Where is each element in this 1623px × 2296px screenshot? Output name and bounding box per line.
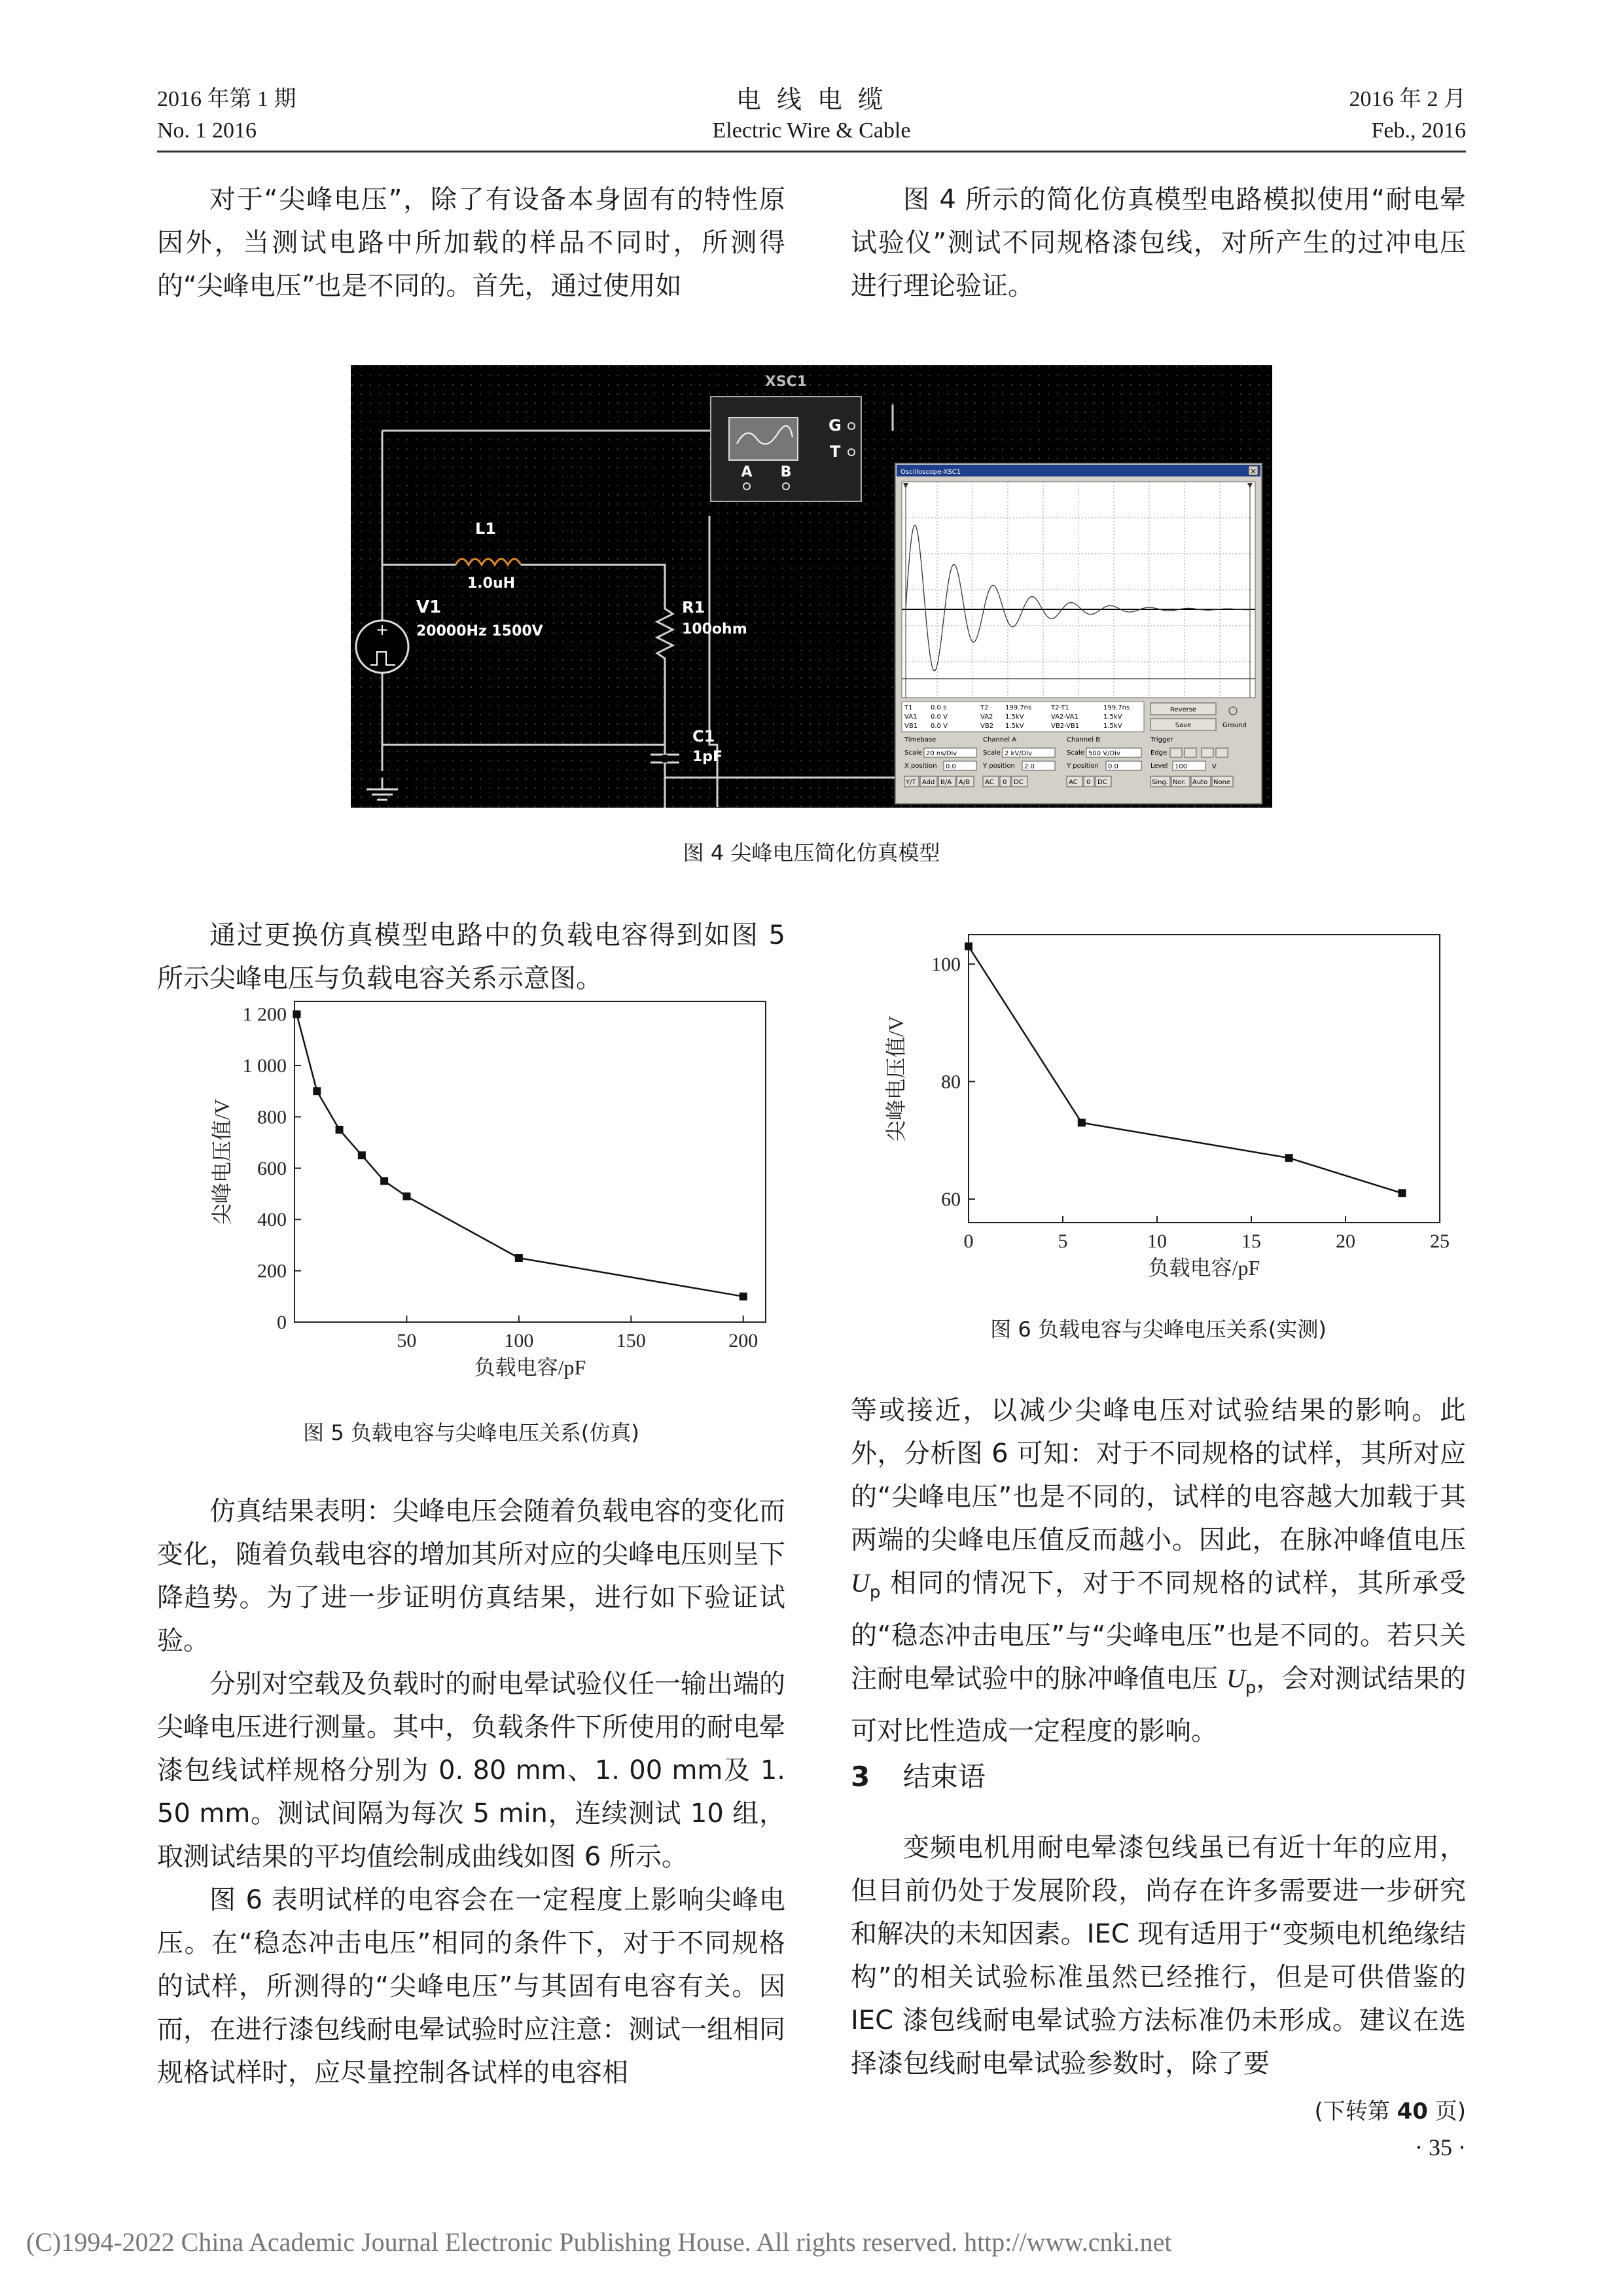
svg-text:0.0 V: 0.0 V (931, 723, 948, 730)
fig6-data-point (1285, 1154, 1293, 1162)
date-en: Feb., 2016 (1371, 118, 1466, 143)
svg-text:AC: AC (985, 779, 994, 786)
top-right-paragraph: 图 4 所示的简化仿真模型电路模拟使用“耐电晕试验仪”测试不同规格漆包线，对所产生的过冲电压进行理论验证。 (851, 185, 1466, 301)
svg-text:100: 100 (1175, 763, 1188, 770)
c1-value: 1pF (692, 749, 723, 765)
svg-text:DC: DC (1097, 779, 1107, 786)
fig5-ytick-label: 1 200 (242, 1003, 287, 1026)
journal-title-cn: 电 线 电 缆 (736, 85, 887, 114)
svg-text:20 ns/Div: 20 ns/Div (926, 750, 957, 757)
figure6-chart (870, 922, 1459, 1295)
edge-b-button[interactable] (1216, 748, 1228, 757)
svg-text:Save: Save (1175, 722, 1192, 729)
fig6-ytick-label: 60 (941, 1189, 961, 1211)
svg-text:T2-T1: T2-T1 (1051, 704, 1069, 711)
right-paragraph-2: 变频电机用耐电晕漆包线虽已有近十年的应用，但目前仍处于发展阶段，尚存在许多需要进一步研究和解决的未知因素。IEC 现有适用于“变频电机绝缘结构”的相关试验标准虽然已经推行，但是可供借鉴的 IEC 漆包线耐电晕试验方法标准仍未形成。建议在选择漆包线耐电晕试验参数时，除了要 (851, 1833, 1466, 2079)
svg-text:T2: T2 (980, 704, 989, 711)
svg-text:Ground: Ground (1222, 722, 1247, 729)
v1-value: 20000Hz 1500V (416, 623, 543, 639)
scope-terminal-t: T (830, 442, 841, 461)
svg-text:1.5kV: 1.5kV (1005, 723, 1024, 730)
continued-page: 40 (1397, 2098, 1428, 2125)
fig6-ytick-label: 80 (941, 1071, 961, 1093)
header-left (157, 84, 296, 147)
v1-name: V1 (416, 598, 442, 617)
fig5-ytick-label: 400 (257, 1209, 287, 1231)
svg-text:DC: DC (1014, 779, 1024, 786)
fig5-data-point (740, 1293, 747, 1300)
svg-text:Add: Add (922, 779, 935, 786)
close-icon: × (1249, 467, 1257, 476)
section-title: 结束语 (902, 1761, 986, 1793)
svg-text:Edge: Edge (1150, 749, 1168, 757)
svg-text:0.0 s: 0.0 s (931, 704, 947, 711)
header-center (589, 84, 1034, 147)
l1-value: 1.0uH (467, 575, 516, 592)
fig5-ytick-label: 1 000 (242, 1055, 287, 1077)
fig6-xtick-label: 5 (1058, 1230, 1068, 1252)
edge-rising-button[interactable] (1170, 748, 1182, 757)
svg-text:Scale: Scale (1067, 749, 1084, 757)
svg-text:VA1: VA1 (904, 713, 918, 721)
r1-value: 100ohm (682, 621, 747, 637)
scope-terminal-a: A (741, 464, 753, 480)
fig6-ytick-label: 100 (931, 953, 961, 975)
fig6-data-point (965, 942, 972, 950)
svg-text:2 kV/Div: 2 kV/Div (1005, 750, 1032, 757)
header-rule (157, 151, 1466, 152)
svg-text:Nor.: Nor. (1173, 779, 1186, 786)
scope-terminal-b: B (780, 464, 792, 480)
date-cn: 2016 年 2 月 (1349, 87, 1466, 111)
scope-title: XSC1 (764, 374, 808, 390)
svg-text:Level: Level (1150, 762, 1168, 770)
header-right (1283, 84, 1466, 147)
fig5-xtick-label: 200 (728, 1330, 758, 1352)
svg-text:0: 0 (1086, 779, 1091, 786)
svg-text:0: 0 (1003, 779, 1007, 786)
left-paragraph-2: 仿真结果表明：尖峰电压会随着负载电容的变化而变化，随着负载电容的增加其所对应的尖峰电压则呈下降趋势。为了进一步证明仿真结果，进行如下验证试验。 (157, 1496, 785, 1656)
fig5-data-point (358, 1151, 366, 1159)
svg-text:Channel A: Channel A (983, 736, 1017, 744)
fig6-xtick-label: 20 (1336, 1230, 1355, 1252)
fig6-xtick-label: 0 (963, 1230, 974, 1252)
fig5-data-point (336, 1126, 344, 1134)
svg-text:0.0: 0.0 (1108, 763, 1118, 770)
left-paragraphs (157, 1490, 785, 2094)
l1-name: L1 (475, 520, 496, 538)
svg-text:Y position: Y position (1067, 762, 1099, 770)
svg-text:+: + (375, 620, 389, 639)
left-paragraph-1: 通过更换仿真模型电路中的负载电容得到如图 5 所示尖峰电压与负载电容关系示意图。 (157, 920, 785, 994)
fig5-ytick-label: 600 (257, 1157, 287, 1179)
svg-text:VB2: VB2 (980, 723, 994, 730)
fig6-ylabel: 尖峰电压值/V (884, 1015, 908, 1142)
svg-text:A/B: A/B (959, 779, 971, 786)
svg-text:Y/T: Y/T (906, 779, 916, 786)
fig6-xtick-label: 25 (1430, 1230, 1450, 1252)
svg-text:X position: X position (904, 762, 937, 770)
fig6-data-point (1078, 1119, 1086, 1126)
svg-text:1.5kV: 1.5kV (1103, 713, 1122, 721)
figure5-chart (196, 988, 785, 1394)
fig5-data-point (293, 1011, 300, 1018)
svg-text:2.0: 2.0 (1024, 763, 1035, 770)
fig6-data-point (1398, 1189, 1406, 1197)
svg-text:199.7ns: 199.7ns (1005, 704, 1032, 711)
svg-text:199.7ns: 199.7ns (1103, 704, 1130, 711)
section-number: 3 (851, 1761, 870, 1793)
fig5-xtick-label: 150 (616, 1330, 646, 1352)
svg-text:VA2: VA2 (980, 713, 993, 721)
fig6-xlabel: 负载电容/pF (1148, 1256, 1260, 1280)
figure5-caption: 图 5 负载电容与尖峰电压关系(仿真) (303, 1420, 639, 1445)
figure6-caption: 图 6 负载电容与尖峰电压关系(实测) (990, 1317, 1327, 1342)
continued-note: (下转第 40 页) (1314, 2098, 1466, 2125)
fig5-ylabel: 尖峰电压值/V (210, 1098, 234, 1225)
svg-text:Scale: Scale (983, 749, 1001, 757)
svg-text:1.5kV: 1.5kV (1103, 723, 1122, 730)
svg-text:VA2-VA1: VA2-VA1 (1051, 713, 1079, 721)
svg-text:Trigger: Trigger (1150, 736, 1173, 744)
left-paragraph-3: 分别对空载及负载时的耐电晕试验仪任一输出端的尖峰电压进行测量。其中，负载条件下所使用的耐电晕漆包线试样规格分别为 0. 80 mm、1. 00 mm及 1. 50 mm。测试间隔为每次 5 min，连续测试 10 组，取测试结果的平均值绘制成曲线如图 6 所示。 (157, 1669, 785, 1872)
svg-text:0.0 V: 0.0 V (931, 713, 948, 721)
fig5-plot-frame (294, 1001, 766, 1322)
fig5-xtick-label: 100 (504, 1330, 534, 1352)
fig5-ytick-label: 200 (257, 1260, 287, 1282)
svg-text:Y position: Y position (983, 762, 1015, 770)
svg-text:Reverse: Reverse (1169, 706, 1197, 713)
fig6-xtick-label: 10 (1147, 1230, 1167, 1252)
svg-text:AC: AC (1069, 779, 1078, 786)
svg-text:None: None (1213, 779, 1231, 786)
left-paragraph-4: 图 6 表明试样的电容会在一定程度上影响尖峰电压。在“稳态冲击电压”相同的条件下，对于不同规格的试样，所测得的“尖峰电压”与其固有电容有关。因而，在进行漆包线耐电晕试验时应注意：测试一组相同规格试样时，应尽量控制各试样的电容相 (157, 1885, 785, 2088)
fig5-xtick-label: 50 (397, 1330, 417, 1352)
oscilloscope-window[interactable] (895, 463, 1262, 804)
svg-text:Sing.: Sing. (1152, 779, 1168, 786)
mode-button-row[interactable] (904, 776, 1233, 787)
symbol-up: U (851, 1568, 870, 1598)
fig6-series-line (969, 946, 1402, 1193)
scope-terminal-g: G (829, 416, 842, 435)
svg-text:B/A: B/A (940, 779, 952, 786)
svg-text:Scale: Scale (904, 749, 922, 757)
issue-en: No. 1 2016 (157, 118, 257, 143)
fig5-data-point (402, 1193, 410, 1200)
fig5-ytick-label: 0 (277, 1312, 287, 1333)
svg-text:0.0: 0.0 (946, 763, 956, 770)
fig5-data-point (515, 1254, 523, 1262)
fig5-data-point (380, 1177, 388, 1185)
r1-name: R1 (682, 598, 705, 617)
c1-name: C1 (692, 727, 715, 745)
osc-window-title: Oscilloscope-XSC1 (901, 469, 961, 476)
fig5-xlabel: 负载电容/pF (474, 1355, 586, 1379)
fig5-ytick-label: 800 (257, 1106, 287, 1128)
svg-text:VB2-VB1: VB2-VB1 (1051, 723, 1080, 730)
right-paragraph-1: 等或接近，以减少尖峰电压对试验结果的影响。此外，分析图 6 可知：对于不同规格的试样，其所对应的“尖峰电压”也是不同的，试样的电容越大加载于其两端的尖峰电压值反而越小。因此，在脉冲峰值电压 $U_p$ 相同的情况下，对于不同规格的试样，其所承受的“稳态冲击电压”与“尖峰电压”也是不同的。若只关注耐电晕试验中的脉冲峰值电压 $U_p$，会对测试结果的可对比性造成一定程度的影响。 (851, 1395, 1466, 1746)
edge-a-button[interactable] (1202, 748, 1213, 757)
figure4-caption: 图 4 尖峰电压简化仿真模型 (683, 840, 940, 865)
edge-falling-button[interactable] (1185, 748, 1196, 757)
svg-text:500 V/Div: 500 V/Div (1088, 750, 1120, 757)
svg-text:Auto: Auto (1192, 779, 1208, 786)
svg-text:Channel B: Channel B (1067, 736, 1101, 744)
figure4-simulation (351, 365, 1272, 808)
svg-text:T1: T1 (904, 704, 913, 711)
fig6-xtick-label: 15 (1241, 1230, 1261, 1252)
top-left-paragraph: 对于“尖峰电压”，除了有设备本身固有的特性原因外，当测试电路中所加载的样品不同时，所测得的“尖峰电压”也是不同的。首先，通过使用如 (157, 185, 785, 301)
section-heading (851, 1755, 986, 1795)
svg-text:VB1: VB1 (904, 723, 918, 730)
fig5-data-point (313, 1087, 321, 1095)
svg-text:V: V (1212, 763, 1217, 770)
copyright-footer: (C)1994-2022 China Academic Journal Electronic Publishing House. All rights reserved. http://www.cnki.net (26, 2227, 1172, 2257)
svg-text:1.5kV: 1.5kV (1005, 713, 1024, 721)
issue-cn: 2016 年第 1 期 (157, 87, 296, 111)
fig6-plot-frame (969, 935, 1440, 1223)
svg-text:Timebase: Timebase (904, 736, 936, 744)
journal-title-en: Electric Wire & Cable (712, 118, 911, 143)
page-number: · 35 · (1415, 2134, 1466, 2161)
